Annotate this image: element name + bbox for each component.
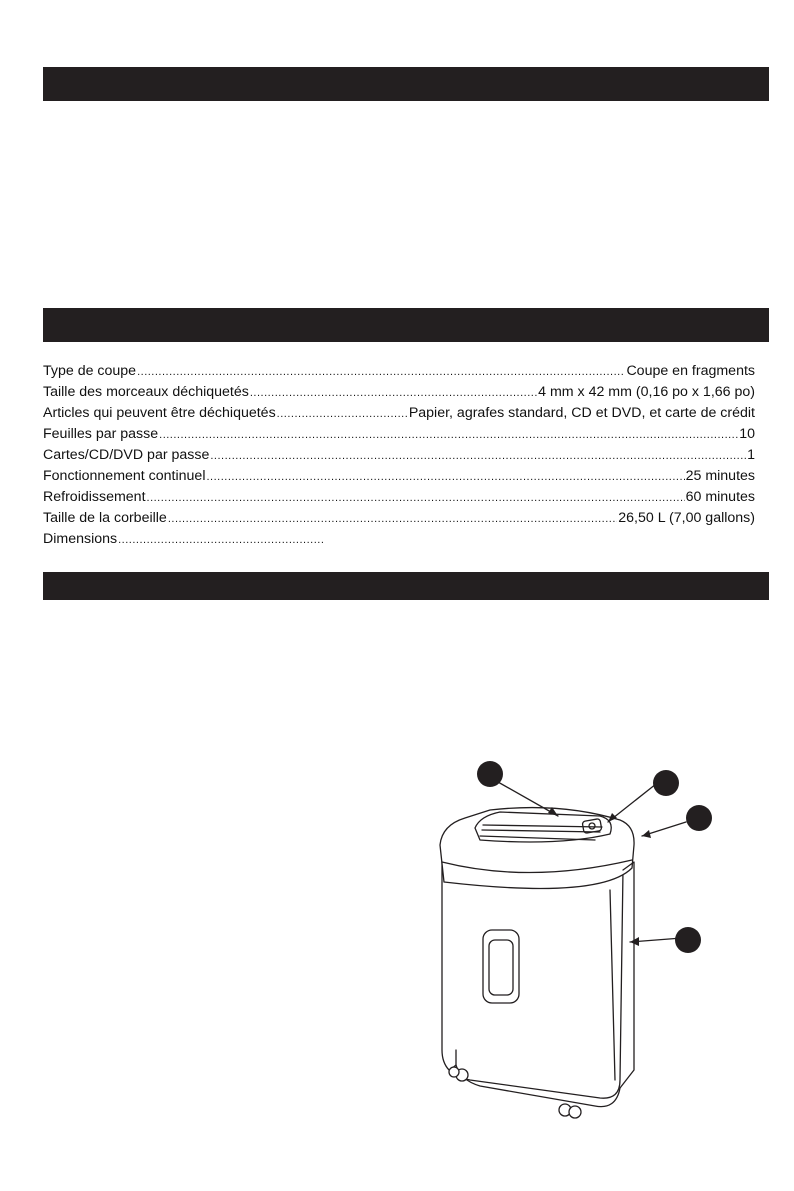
spec-row-cool-down — [43, 487, 755, 508]
spec-value: 26,50 L (7,00 gallons) — [618, 510, 755, 526]
spec-label: Taille de la corbeille — [43, 510, 167, 526]
spec-row-cut-type — [43, 361, 755, 382]
specifications-list — [43, 361, 755, 550]
spec-row-shreddable-items — [43, 403, 755, 424]
section-header-bar-3 — [43, 572, 769, 600]
spec-row-dimensions — [43, 529, 755, 550]
spec-row-bin-size — [43, 508, 755, 529]
section-header-bar-2 — [43, 308, 769, 342]
spec-row-shred-size — [43, 382, 755, 403]
spec-row-continuous-run — [43, 466, 755, 487]
spec-row-cards-per-pass — [43, 445, 755, 466]
callout-marker — [686, 805, 712, 831]
dot-leader — [118, 530, 323, 551]
spec-value: 10 — [739, 426, 755, 442]
spec-row-sheets-per-pass — [43, 424, 755, 445]
spec-label: Cartes/CD/DVD par passe — [43, 447, 210, 463]
spec-label: Dimensions — [43, 531, 118, 547]
dot-leader — [210, 446, 746, 467]
spec-value: Papier, agrafes standard, CD et DVD, et carte de crédit — [408, 405, 755, 421]
dot-leader — [277, 404, 408, 425]
callout-marker — [653, 770, 679, 796]
spec-value: 1 — [747, 447, 755, 463]
spec-label: Taille des morceaux déchiquetés — [43, 384, 249, 400]
spec-value: 4 mm x 42 mm (0,16 po x 1,66 po) — [538, 384, 755, 400]
spec-value: 60 minutes — [685, 489, 755, 505]
spec-label: Type de coupe — [43, 363, 137, 379]
shredder-illustration — [420, 750, 720, 1130]
spec-label: Feuilles par passe — [43, 426, 159, 442]
spec-value: 25 minutes — [685, 468, 755, 484]
callout-marker — [477, 761, 503, 787]
spec-label: Articles qui peuvent être déchiquetés — [43, 405, 276, 421]
dot-leader — [206, 467, 684, 488]
spec-label: Fonctionnement continuel — [43, 468, 206, 484]
dot-leader — [159, 425, 738, 446]
spec-label: Refroidissement — [43, 489, 146, 505]
section-header-bar-1 — [43, 67, 769, 101]
dot-leader — [250, 383, 537, 404]
spec-value: Coupe en fragments — [626, 363, 755, 379]
dot-leader — [137, 362, 625, 383]
dot-leader — [147, 488, 685, 509]
dot-leader — [168, 509, 617, 530]
callout-marker — [675, 927, 701, 953]
